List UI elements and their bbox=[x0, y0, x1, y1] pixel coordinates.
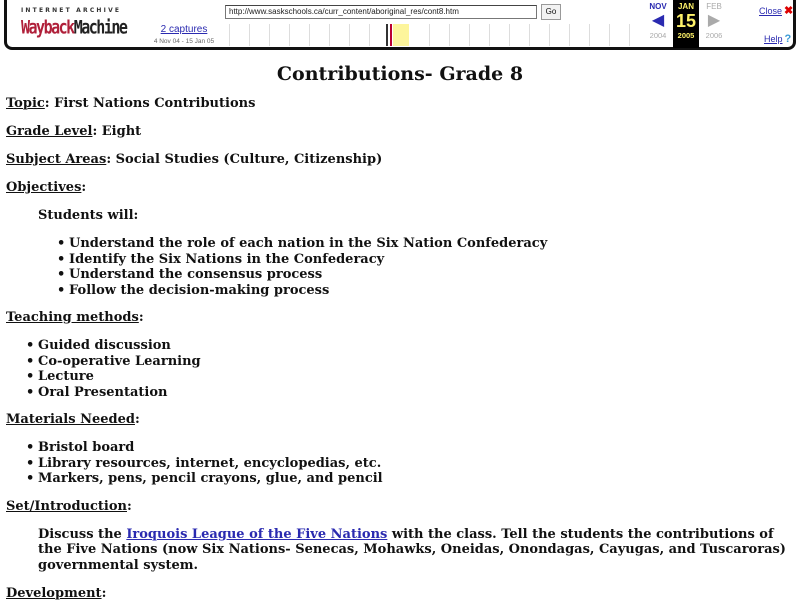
sparkline-tick bbox=[269, 24, 270, 46]
sparkline-tick bbox=[309, 24, 310, 46]
capture-calendar bbox=[645, 0, 725, 48]
grade-level-label: Grade Level bbox=[6, 124, 93, 139]
current-capture bbox=[673, 0, 699, 48]
list-item: • Identify the Six Nations in the Confederacy bbox=[6, 252, 794, 268]
prev-month: NOV bbox=[649, 2, 667, 11]
subject-areas-value: : Social Studies (Culture, Citizenship) bbox=[106, 152, 383, 167]
current-capture-highlight bbox=[393, 24, 409, 46]
subject-areas-label: Subject Areas bbox=[6, 152, 107, 167]
grade-level-value: : Eight bbox=[92, 124, 142, 139]
subject-areas-field bbox=[6, 152, 794, 168]
help-icon[interactable]: ? bbox=[784, 33, 792, 45]
topic-label: Topic bbox=[6, 96, 45, 111]
teaching-methods-label: Teaching methods bbox=[6, 310, 139, 325]
sparkline-tick bbox=[329, 24, 330, 46]
grade-level-field bbox=[6, 124, 794, 140]
list-item: • Library resources, internet, encyclopedias, etc. bbox=[6, 456, 794, 472]
prev-year: 2004 bbox=[649, 31, 667, 40]
page-content bbox=[6, 62, 794, 600]
current-year: 2005 bbox=[677, 31, 695, 40]
sparkline-tick bbox=[289, 24, 290, 46]
current-day: 15 bbox=[675, 11, 697, 31]
list-item: • Oral Presentation bbox=[6, 385, 794, 401]
list-item: • Co-operative Learning bbox=[6, 354, 794, 370]
sparkline-tick bbox=[509, 24, 510, 46]
sparkline-tick bbox=[469, 24, 470, 46]
capture-marker-selected[interactable] bbox=[390, 24, 392, 46]
right-arrow-icon: ▶ bbox=[707, 12, 721, 29]
captures-info bbox=[139, 24, 229, 45]
sparkline-tick bbox=[349, 24, 350, 46]
sparkline-tick bbox=[549, 24, 550, 46]
close-link[interactable]: Close bbox=[759, 6, 783, 16]
list-item: • Bristol board bbox=[6, 440, 794, 456]
sparkline-tick bbox=[449, 24, 450, 46]
list-item: • Understand the role of each nation in the Six Nation Confederacy bbox=[6, 236, 794, 252]
help-link[interactable]: Help bbox=[764, 34, 783, 44]
set-introduction-label: Set/Introduction bbox=[6, 498, 127, 514]
page-title: Contributions- Grade 8 bbox=[276, 63, 524, 85]
close-control[interactable] bbox=[759, 4, 793, 17]
capture-sparkline[interactable] bbox=[229, 24, 641, 46]
captures-link[interactable]: 2 captures bbox=[160, 24, 208, 35]
captures-range: 4 Nov 04 - 15 Jan 05 bbox=[153, 38, 215, 45]
objectives-label: Objectives bbox=[6, 180, 82, 195]
set-introduction-text: Discuss the Iroquois League of the Five Nations with the class. Tell the students the contributions of the Five Nations (now Six Nations- Senecas, Mohawks, Oneidas, Onondagas, Cayugas, and Tuscaroras) governmental system. bbox=[38, 526, 786, 573]
wayback-logo[interactable] bbox=[21, 7, 127, 43]
url-input[interactable]: http://www.saskschools.ca/curr_content/aboriginal_res/cont8.htm bbox=[225, 5, 537, 19]
objectives-heading: Objectives: bbox=[6, 180, 87, 195]
list-item: • Lecture bbox=[6, 369, 794, 385]
wayback-toolbar bbox=[4, 0, 796, 50]
sparkline-tick bbox=[229, 24, 230, 46]
help-control[interactable] bbox=[764, 33, 791, 45]
sparkline-tick bbox=[429, 24, 430, 46]
sparkline-tick bbox=[609, 24, 610, 46]
materials-heading: Materials Needed: bbox=[6, 412, 140, 427]
teaching-methods-list bbox=[6, 338, 794, 400]
materials-label: Materials Needed bbox=[6, 412, 135, 427]
topic-field bbox=[6, 96, 794, 112]
sparkline-tick bbox=[629, 24, 630, 46]
iroquois-league-link[interactable]: Iroquois League of the Five Nations bbox=[126, 526, 388, 542]
sparkline-tick bbox=[589, 24, 590, 46]
list-item: • Follow the decision-making process bbox=[6, 283, 794, 299]
teaching-methods-heading: Teaching methods: bbox=[6, 310, 144, 325]
previous-capture[interactable] bbox=[645, 0, 671, 48]
next-month: FEB bbox=[706, 2, 722, 11]
objectives-intro: Students will: bbox=[38, 208, 139, 223]
wayback-machine-wordmark: WaybackMachine bbox=[21, 16, 127, 39]
topic-value: : First Nations Contributions bbox=[44, 96, 256, 111]
internet-archive-label: INTERNET ARCHIVE bbox=[21, 7, 122, 14]
list-item: • Markers, pens, pencil crayons, glue, and pencil bbox=[6, 471, 794, 487]
left-arrow-icon[interactable]: ◀ bbox=[651, 12, 665, 29]
list-item: • Understand the consensus process bbox=[6, 267, 794, 283]
sparkline-tick bbox=[569, 24, 570, 46]
materials-list bbox=[6, 440, 794, 487]
next-capture bbox=[701, 0, 727, 48]
sparkline-tick bbox=[489, 24, 490, 46]
development-heading: Development: bbox=[6, 585, 107, 600]
close-icon[interactable]: ✖ bbox=[784, 5, 794, 17]
list-item: • Guided discussion bbox=[6, 338, 794, 354]
sparkline-tick bbox=[529, 24, 530, 46]
go-button[interactable]: Go bbox=[541, 4, 561, 20]
current-month: JAN bbox=[677, 2, 694, 11]
development-label: Development bbox=[6, 585, 102, 600]
set-introduction-heading: Set/Introduction: bbox=[6, 498, 132, 514]
capture-marker[interactable] bbox=[386, 24, 388, 46]
sparkline-tick bbox=[249, 24, 250, 46]
sparkline-tick bbox=[369, 24, 370, 46]
objectives-list bbox=[6, 236, 794, 298]
next-year: 2006 bbox=[705, 31, 723, 40]
